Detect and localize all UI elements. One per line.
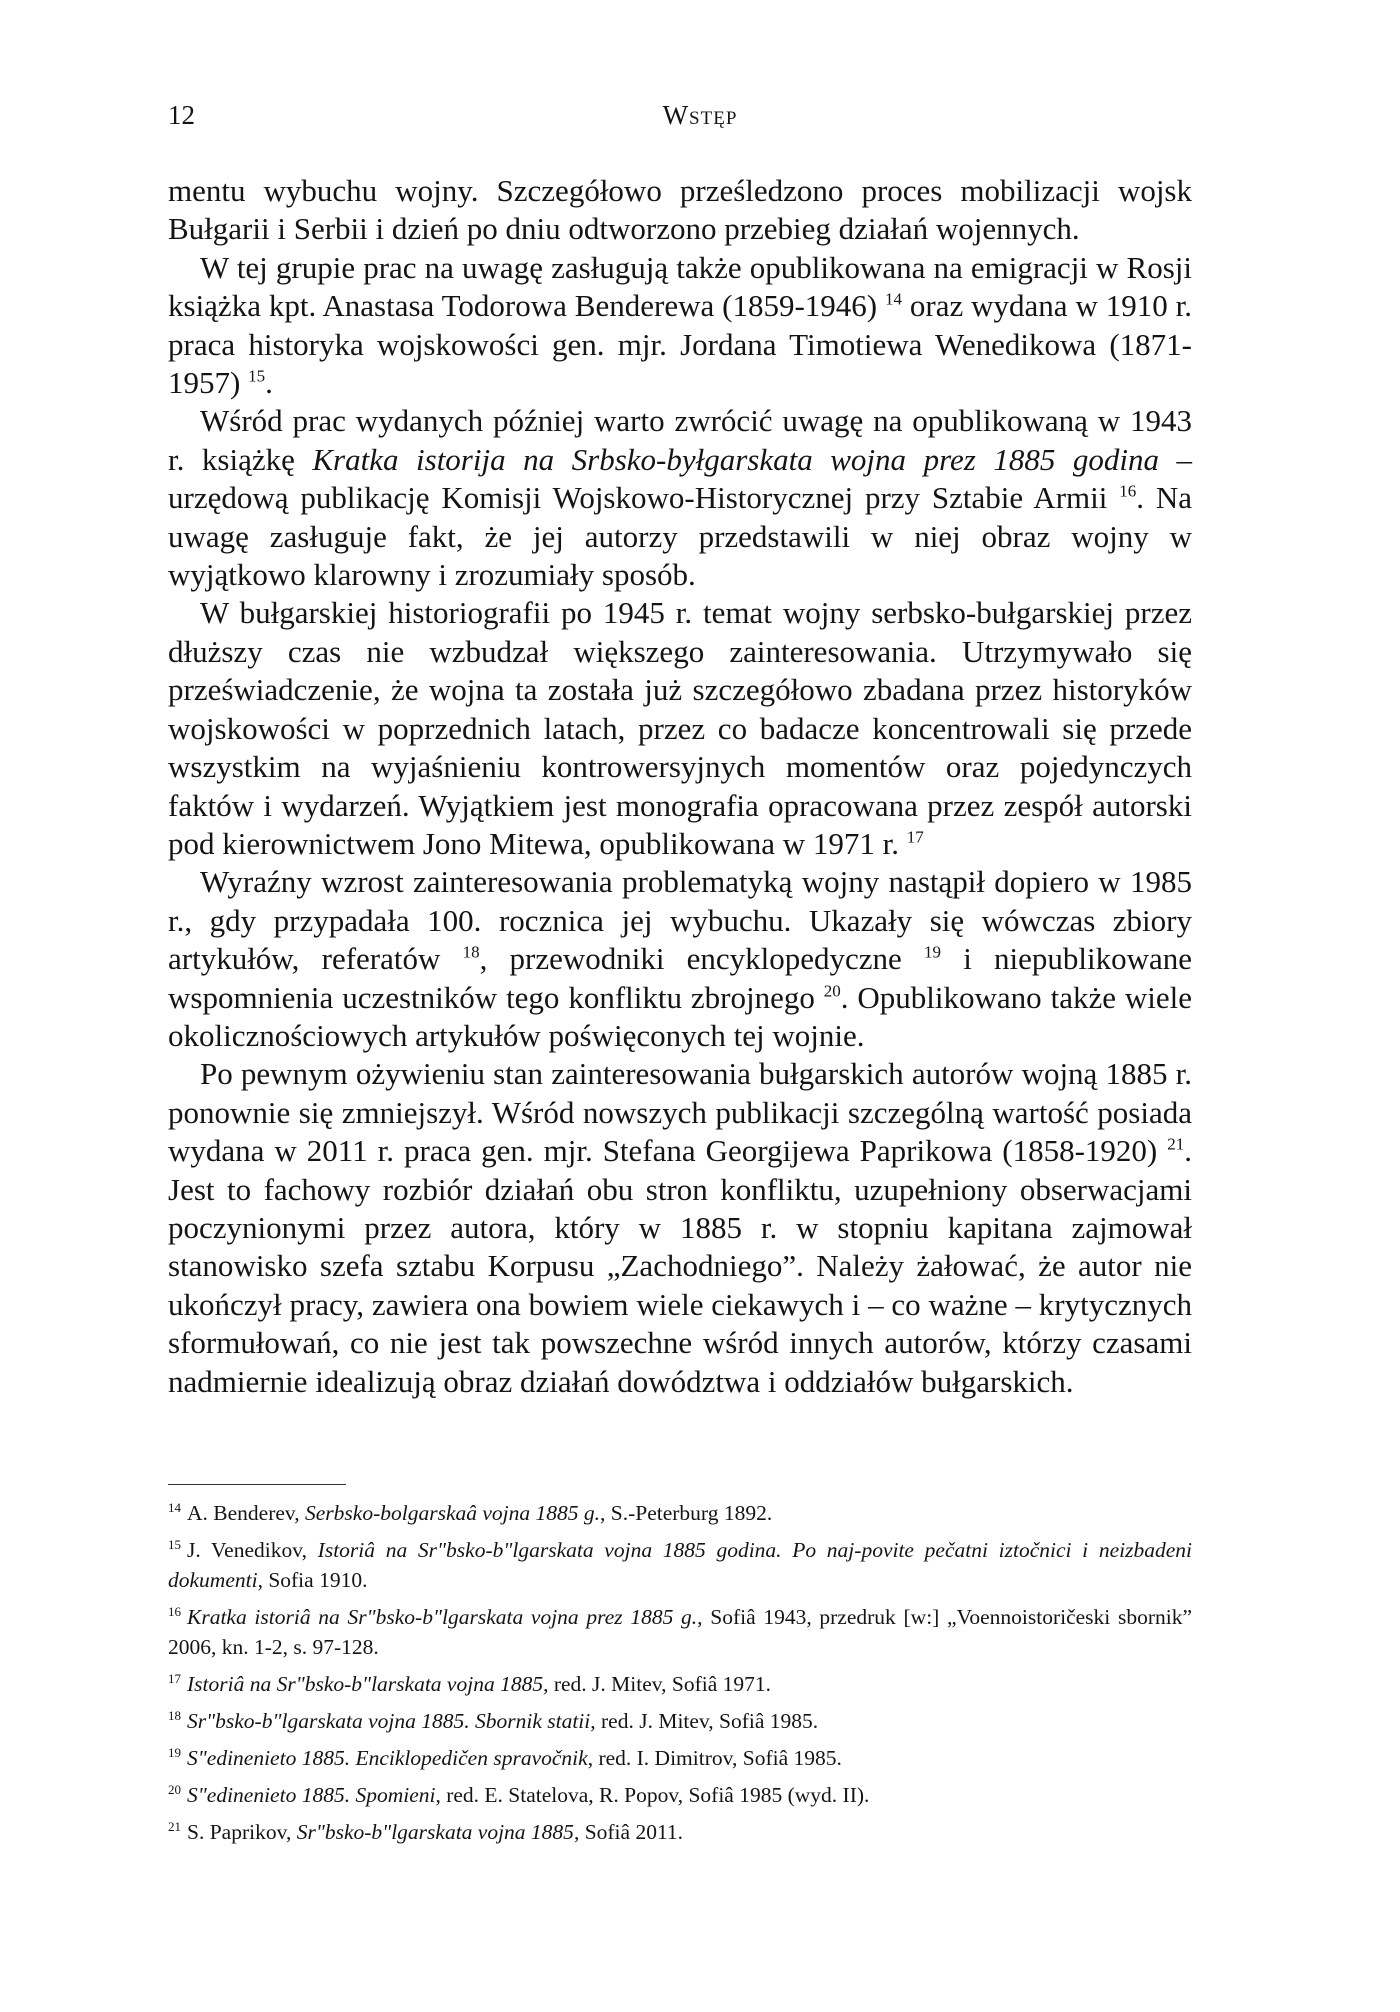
footnote-text: , red. J. Mitev, Sofiâ 1985. <box>590 1709 819 1733</box>
footnote-text: , Sofia 1910. <box>257 1568 368 1592</box>
book-title: Kratka istorija na Srbsko-byłgarskata wojna prez 1885 godina <box>312 441 1159 477</box>
paragraph-text: – urzędową publikację Komisji Wojskowo-Historycznej przy Sztabie Armii <box>168 441 1192 516</box>
footnote-title: Kratka istoriâ na Sr"bsko-b"lgarskata vojna prez 1885 g. <box>187 1605 698 1629</box>
paragraph-text: , przewodniki encyklopedyczne <box>479 941 924 977</box>
footnote-title: S"edinenieto 1885. Spomieni <box>187 1783 436 1807</box>
paragraph-text: . Na uwagę zasługuje fakt, że jej autorzy przedstawili w niej obraz wojny w wyjątkowo klarowny i zrozumiały sposób. <box>168 480 1192 593</box>
paragraph-text: Po pewnym ożywieniu stan zainteresowania bułgarskich autorów wojną 1885 r. ponownie się zmniejszył. Wśród nowszych publikacji szczególną wartość posiada wydana w 2011 r. praca gen. mjr. Stefana Georgijewa Paprikowa (1858-1920) <box>168 1056 1192 1169</box>
paragraph-text: . Opublikowano także wiele okolicznościowych artykułów poświęconych tej wojnie. <box>168 979 1192 1053</box>
page-number: 12 <box>168 100 195 130</box>
footnote-text: , Sofiâ 1943, przedruk [w:] „Voennoistoričeski sbornik” 2006, kn. 1-2, s. 97-128. <box>168 1605 1192 1659</box>
paragraph-6 <box>168 1055 1192 1401</box>
footnote <box>168 1669 1192 1699</box>
paragraph-text: . <box>265 365 273 401</box>
footnote-text: , S.-Peterburg 1892. <box>600 1501 773 1525</box>
footnote-ref[interactable]: 16 <box>1119 481 1137 501</box>
footnote-title: Sr"bsko-b"lgarskata vojna 1885. Sbornik statii <box>187 1709 591 1733</box>
footnotes <box>168 1498 1192 1854</box>
paragraph-text: W tej grupie prac na uwagę zasługują także opublikowana na emigracji w Rosji książka kpt. Anastasa Todorowa Benderewa (1859-1946) <box>168 249 1192 324</box>
footnote-text: , red. I. Dimitrov, Sofiâ 1985. <box>587 1746 842 1770</box>
paragraph-5 <box>168 863 1192 1055</box>
footnote <box>168 1535 1192 1595</box>
paragraph-2 <box>168 249 1192 403</box>
footnote-title: S"edinenieto 1885. Enciklopedičen spravočnik <box>187 1746 588 1770</box>
footnote-text: J. Venedikov, <box>187 1538 318 1562</box>
footnote-title: Istoriâ na Sr"bsko-b"lgarskata vojna 1885 godina. Po naj-povite pečatni iztočnici i neizbadeni dokumenti <box>168 1538 1192 1592</box>
footnote-divider <box>168 1484 346 1485</box>
paragraph-1 <box>168 172 1192 249</box>
footnote-number: 21 <box>168 1818 181 1834</box>
footnote-ref[interactable]: 21 <box>1167 1134 1185 1154</box>
footnote-title: Serbsko-bolgarskaâ vojna 1885 g. <box>305 1501 601 1525</box>
footnote-text: , red. J. Mitev, Sofiâ 1971. <box>543 1672 771 1696</box>
footnote <box>168 1780 1192 1810</box>
footnote-number: 15 <box>168 1536 181 1552</box>
footnote-title: Sr"bsko-b"lgarskata vojna 1885 <box>296 1820 574 1844</box>
paragraph-text: W bułgarskiej historiografii po 1945 r. temat wojny serbsko-bułgarskiej przez dłuższy czas nie wzbudzał większego zainteresowania. Utrzymywało się przeświadczenie, że wojna ta została już szczegółowo zbadana przez historyków wojskowości w poprzednich latach, przez co badacze koncentrowali się przede wszystkim na wyjaśnieniu kontrowersyjnych momentów oraz pojedynczych faktów i wydarzeń. Wyjątkiem jest monografia opracowana przez zespół autorski pod kierownictwem Jono Mitewa, opublikowana w 1971 r. <box>168 595 1192 861</box>
paragraph-text: Wyraźny wzrost zainteresowania problematyką wojny nastąpił dopiero w 1985 r., gdy przypadała 100. rocznica jej wybuchu. Ukazały się wówczas zbiory artykułów, referatów <box>168 864 1192 977</box>
footnote-ref[interactable]: 15 <box>248 366 266 386</box>
footnote-title: Istoriâ na Sr"bsko-b"larskata vojna 1885 <box>187 1672 544 1696</box>
footnote-text: S. Paprikov, <box>187 1820 297 1844</box>
paragraph-text: . Jest to fachowy rozbiór działań obu stron konfliktu, uzupełniony obserwacjami poczynionymi przez autora, który w 1885 r. w stopniu kapitana zajmował stanowisko szefa sztabu Korpusu „Zachodniego”. Należy żałować, że autor nie ukończył pracy, zawiera ona bowiem wiele ciekawych i – co ważne – krytycznych sformułowań, co nie jest tak powszechne wśród innych autorów, którzy czasami nadmiernie idealizują obraz działań dowództwa i oddziałów bułgarskich. <box>168 1133 1192 1399</box>
paragraph-3 <box>168 402 1192 594</box>
footnote-number: 17 <box>168 1670 181 1686</box>
footnote-number: 14 <box>168 1499 181 1515</box>
footnote-text: , red. E. Statelova, R. Popov, Sofiâ 1985 (wyd. II). <box>435 1783 870 1807</box>
footnote <box>168 1706 1192 1736</box>
footnote <box>168 1602 1192 1662</box>
footnote-number: 19 <box>168 1744 181 1760</box>
footnote-number: 18 <box>168 1707 181 1723</box>
footnote-ref[interactable]: 19 <box>924 942 941 962</box>
paragraph-4 <box>168 594 1192 863</box>
footnote-ref[interactable]: 18 <box>462 942 480 962</box>
footnote <box>168 1498 1192 1528</box>
footnote-ref[interactable]: 17 <box>906 827 924 847</box>
footnote-ref[interactable]: 20 <box>823 981 841 1001</box>
paragraph-text: oraz wydana w 1910 r. praca historyka wojskowości gen. mjr. Jordana Timotiewa Wenedikowa (1871-1957) <box>168 288 1193 401</box>
footnote-text: A. Benderev, <box>187 1501 306 1525</box>
footnote <box>168 1743 1192 1773</box>
paragraph-text: i niepublikowane wspomnienia uczestników tego konfliktu zbrojnego <box>168 941 1192 1015</box>
footnote-number: 16 <box>168 1603 181 1619</box>
footnote-text: , Sofiâ 2011. <box>573 1820 684 1844</box>
footnote <box>168 1817 1192 1847</box>
paragraph-text: Wśród prac wydanych później warto zwrócić uwagę na opublikowaną w 1943 r. książkę <box>168 403 1192 477</box>
main-text <box>168 172 1192 1401</box>
paragraph-text: mentu wybuchu wojny. Szczegółowo prześledzono proces mobilizacji wojsk Bułgarii i Serbii i dzień po dniu odtworzono przebieg działań wojennych. <box>168 173 1192 247</box>
footnote-number: 20 <box>168 1781 181 1797</box>
footnote-ref[interactable]: 14 <box>885 289 902 309</box>
running-head: Wstęp <box>662 100 738 130</box>
